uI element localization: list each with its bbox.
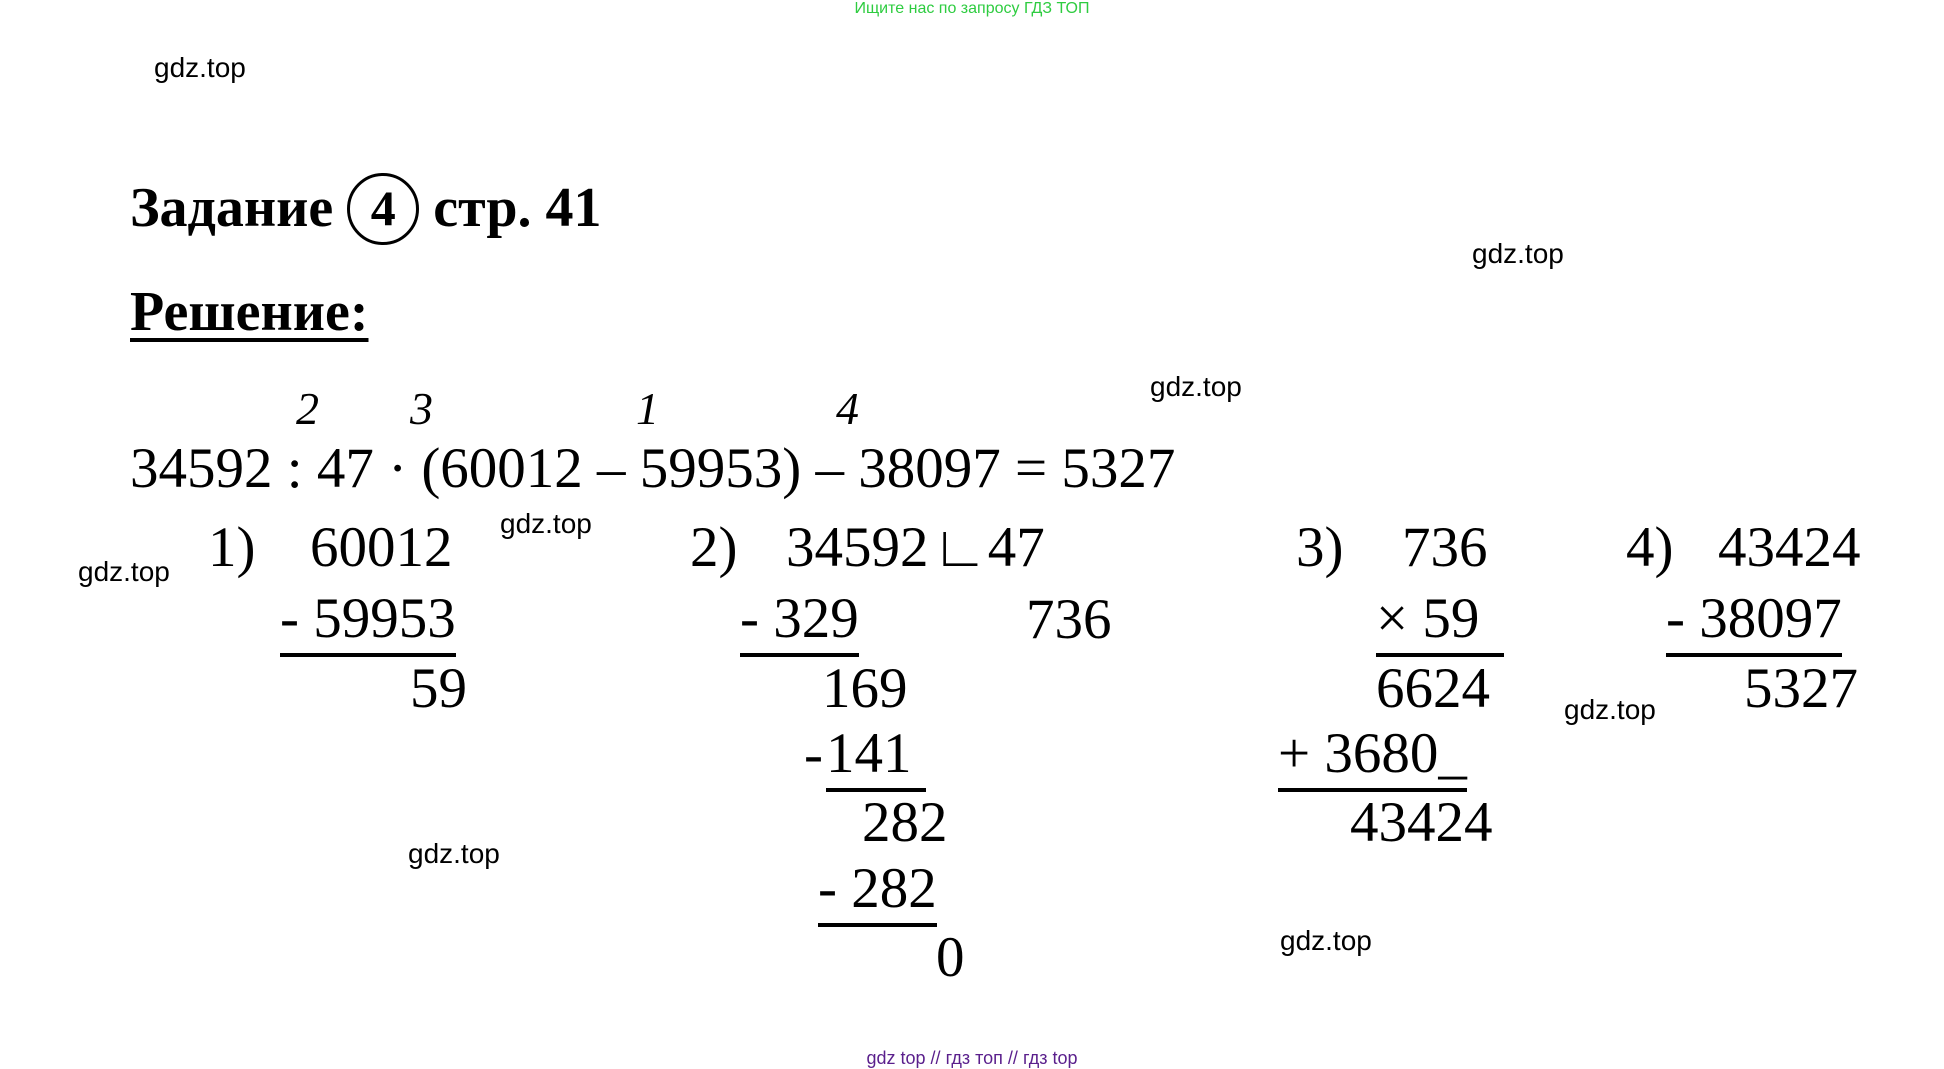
step4-subtrahend: - 38097	[1666, 590, 1842, 657]
step3-factor1: 736	[1402, 516, 1488, 579]
footer-link[interactable]: гдз топ	[945, 1048, 1003, 1068]
task-heading	[130, 176, 601, 245]
task-number-circle: 4	[347, 173, 419, 245]
order-mark: 4	[836, 383, 859, 434]
step2-result: 0	[936, 926, 965, 989]
step3-label: 3)	[1296, 516, 1344, 579]
step1-subtrahend: - 59953	[280, 590, 456, 657]
watermark: gdz.top	[78, 556, 170, 587]
footer-separator: //	[930, 1048, 941, 1068]
step2-sign2: -	[804, 723, 823, 786]
solution-heading: Решение:	[130, 281, 369, 343]
step2-remainder2: 282	[862, 791, 948, 854]
step2-dividend: 34592	[786, 516, 929, 579]
step2-subtract3: - 282	[818, 860, 937, 927]
step2-quotient: 736	[1026, 588, 1112, 651]
watermark: gdz.top	[1472, 238, 1564, 269]
order-mark: 2	[296, 383, 319, 434]
task-label: Задание	[130, 177, 334, 239]
step3-partial1: 6624	[1376, 657, 1490, 720]
watermark: gdz.top	[500, 508, 592, 539]
watermark: gdz.top	[154, 52, 246, 83]
step2-subtract1: - 329	[740, 590, 859, 657]
step2-remainder1: 169	[822, 657, 908, 720]
step2-divisor: ∟47	[932, 516, 1045, 579]
footer-links	[0, 1048, 1944, 1069]
step3-partial2: + 3680_	[1278, 725, 1467, 792]
footer-link[interactable]: гдз top	[1022, 1048, 1078, 1068]
page-ref: стр. 41	[433, 177, 602, 239]
main-expression: 34592 : 47 · (60012 – 59953) – 38097 = 5327	[130, 437, 1176, 500]
top-banner: Ищите нас по запросу ГДЗ ТОП	[854, 0, 1090, 17]
step4-minuend: 43424	[1718, 516, 1861, 579]
step3-result: 43424	[1350, 791, 1493, 854]
step3-factor2: × 59	[1376, 590, 1504, 657]
step1-result: 59	[410, 657, 467, 720]
watermark: gdz.top	[1564, 694, 1656, 725]
step4-result: 5327	[1744, 657, 1858, 720]
watermark: gdz.top	[1150, 371, 1242, 402]
step2-label: 2)	[690, 516, 738, 579]
footer-link[interactable]: gdz top	[866, 1048, 926, 1068]
step2-subtract2: 141	[826, 725, 926, 792]
order-mark: 1	[636, 383, 659, 434]
step1-minuend: 60012	[310, 516, 453, 579]
footer-separator: //	[1007, 1048, 1018, 1068]
order-mark: 3	[410, 383, 433, 434]
step1-label: 1)	[208, 516, 256, 579]
step4-label: 4)	[1626, 516, 1674, 579]
watermark: gdz.top	[408, 838, 500, 869]
watermark: gdz.top	[1280, 925, 1372, 956]
